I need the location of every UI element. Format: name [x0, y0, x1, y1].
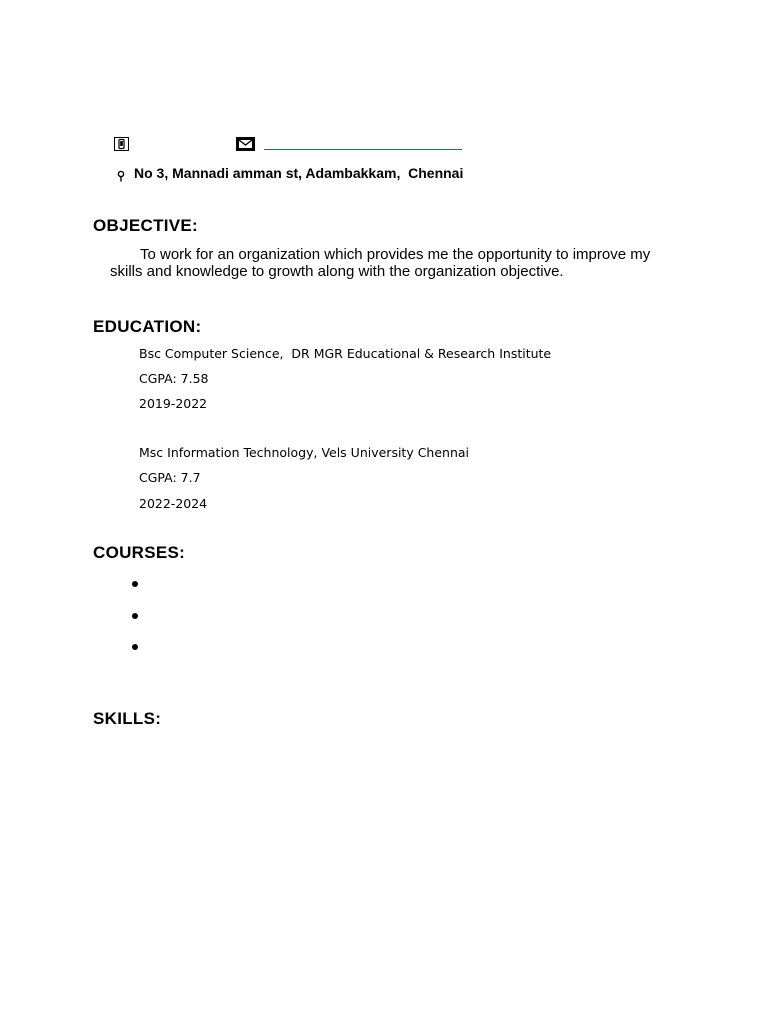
course-bullet-2: [132, 613, 138, 619]
course-bullet-1: [132, 581, 138, 587]
mobile-phone-icon: [114, 137, 129, 151]
email-link[interactable]: [264, 132, 462, 150]
education-heading: EDUCATION:: [93, 317, 202, 336]
education-years-2: 2022-2024: [139, 496, 208, 511]
objective-heading: OBJECTIVE:: [93, 216, 199, 235]
skills-heading: SKILLS:: [93, 709, 162, 728]
objective-text: To work for an organization which provides me the opportunity to improve my skills and knowledge to growth along with the organization objective.: [110, 246, 651, 280]
address-text: No 3, Mannadi amman st, Adambakkam, Chennai: [134, 165, 464, 181]
education-cgpa-1: CGPA: 7.58: [139, 371, 209, 386]
education-cgpa-2: CGPA: 7.7: [139, 470, 201, 485]
course-bullet-3: [132, 644, 138, 650]
map-pin-icon: [117, 169, 125, 181]
education-degree-2: Msc Information Technology, Vels University Chennai: [139, 445, 470, 460]
envelope-icon: [236, 137, 255, 151]
courses-heading: COURSES:: [93, 543, 186, 562]
education-years-1: 2019-2022: [139, 396, 208, 411]
education-degree-1: Bsc Computer Science, DR MGR Educational & Research Institute: [139, 346, 552, 361]
